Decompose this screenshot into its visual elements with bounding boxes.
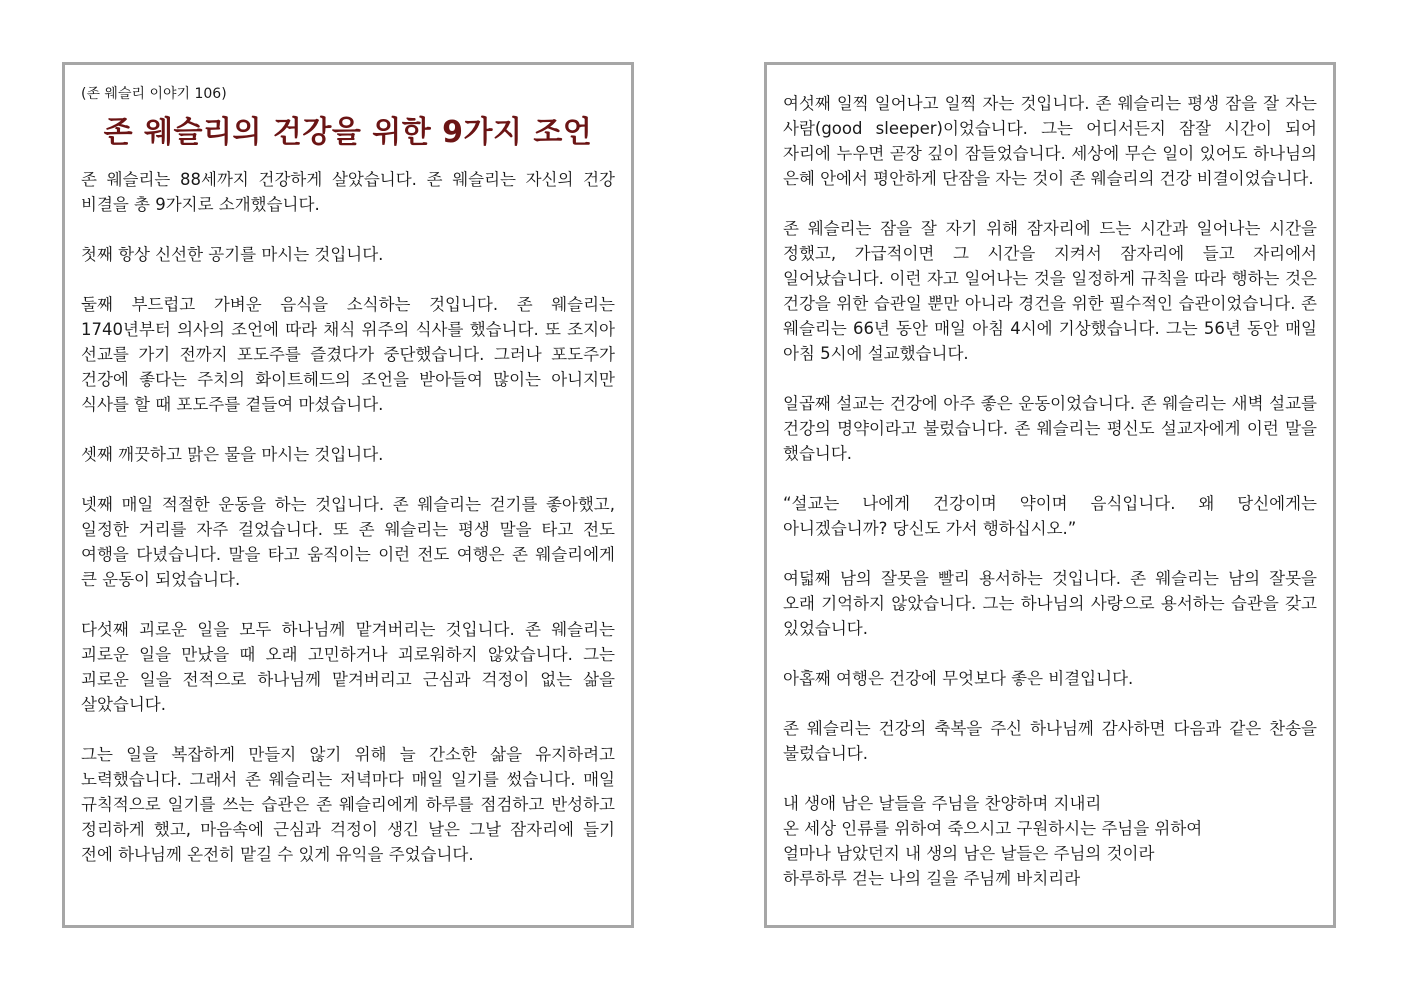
left-page: [62, 62, 634, 928]
hymn-line: 내 생애 남은 날들을 주님을 찬양하며 지내리: [783, 794, 1102, 813]
paragraph-second-advice: 둘째 부드럽고 가벼운 음식을 소식하는 것입니다. 존 웨슬리는 1740년부터 의사의 조언에 따라 채식 위주의 식사를 했습니다. 또 조지아 선교를 가기 전까지 포도주를 즐겼다가 중단했습니다. 그러나 포도주가 건강에 좋다는 주치의 화이트헤드의 조언을 받아들여 많이는 아니지만 식사를 할 때 포도주를 곁들여 마셨습니다.: [81, 295, 615, 414]
paragraph-hymn-intro: 존 웨슬리는 건강의 축복을 주신 하나님께 감사하면 다음과 같은 찬송을 불렀습니다.: [783, 719, 1317, 763]
left-page-content: [81, 83, 615, 867]
paragraph-eighth-advice: 여덟째 남의 잘못을 빨리 용서하는 것입니다. 존 웨슬리는 남의 잘못을 오래 기억하지 않았습니다. 그는 하나님의 사랑으로 용서하는 습관을 갖고 있었습니다.: [783, 569, 1317, 638]
paragraph-first-advice: 첫째 항상 신선한 공기를 마시는 것입니다.: [81, 245, 384, 264]
paragraph-sixth-advice: 여섯째 일찍 일어나고 일찍 자는 것입니다. 존 웨슬리는 평생 잠을 잘 자는 사람(good sleeper)이었습니다. 그는 어디서든지 잠잘 시간이 되어 자리에 누우면 곧장 깊이 잠들었습니다. 세상에 무슨 일이 있어도 하나님의 은혜 안에서 평안하게 단잠을 자는 것이 존 웨슬리의 건강 비결이었습니다.: [783, 94, 1317, 188]
paragraph-ninth-advice: 아홉째 여행은 건강에 무엇보다 좋은 비결입니다.: [783, 669, 1134, 688]
page-title: 존 웨슬리의 건강을 위한 9가지 조언: [103, 115, 593, 150]
hymn-lyrics: [783, 791, 1317, 891]
paragraph-simple-life: 그는 일을 복잡하게 만들지 않기 위해 늘 간소한 삶을 유지하려고 노력했습니다. 그래서 존 웨슬리는 저녁마다 매일 일기를 썼습니다. 매일 규칙적으로 일기를 쓰는 습관은 존 웨슬리에게 하루를 점검하고 반성하고 정리하게 했고, 마음속에 근심과 걱정이 생긴 날은 그날 잠자리에 들기 전에 하나님께 온전히 맡길 수 있게 유익을 주었습니다.: [81, 745, 615, 864]
right-page-content: [783, 91, 1317, 891]
series-tag: (존 웨슬리 이야기 106): [81, 86, 227, 102]
hymn-line: 온 세상 인류를 위하여 죽으시고 구원하시는 주님을 위하여: [783, 819, 1203, 838]
paragraph-intro: 존 웨슬리는 88세까지 건강하게 살았습니다. 존 웨슬리는 자신의 건강 비결을 총 9가지로 소개했습니다.: [81, 170, 615, 214]
hymn-line: 얼마나 남았던지 내 생의 남은 날들은 주님의 것이라: [783, 844, 1155, 863]
paragraph-fifth-advice: 다섯째 괴로운 일을 모두 하나님께 맡겨버리는 것입니다. 존 웨슬리는 괴로운 일을 만났을 때 오래 고민하거나 괴로워하지 않았습니다. 그는 괴로운 일을 전적으로 하나님께 맡겨버리고 근심과 걱정이 없는 삶을 살았습니다.: [81, 620, 615, 714]
paragraph-seventh-advice: 일곱째 설교는 건강에 아주 좋은 운동이었습니다. 존 웨슬리는 새벽 설교를 건강의 명약이라고 불렀습니다. 존 웨슬리는 평신도 설교자에게 이런 말을 했습니다.: [783, 394, 1317, 463]
paragraph-quote: “설교는 나에게 건강이며 약이며 음식입니다. 왜 당신에게는 아니겠습니까? 당신도 가서 행하십시오.”: [783, 494, 1317, 538]
paragraph-sleep-habit: 존 웨슬리는 잠을 잘 자기 위해 잠자리에 드는 시간과 일어나는 시간을 정했고, 가급적이면 그 시간을 지켜서 잠자리에 들고 자리에서 일어났습니다. 이런 자고 일어나는 것을 일정하게 규칙을 따라 행하는 것은 건강을 위한 습관일 뿐만 아니라 경건을 위한 필수적인 습관이었습니다. 존 웨슬리는 66년 동안 매일 아침 4시에 기상했습니다. 그는 56년 동안 매일 아침 5시에 설교했습니다.: [783, 219, 1317, 363]
paragraph-fourth-advice: 넷째 매일 적절한 운동을 하는 것입니다. 존 웨슬리는 걷기를 좋아했고, 일정한 거리를 자주 걸었습니다. 또 존 웨슬리는 평생 말을 타고 전도 여행을 다녔습니다. 말을 타고 움직이는 이런 전도 여행은 존 웨슬리에게 큰 운동이 되었습니다.: [81, 495, 615, 589]
paragraph-third-advice: 셋째 깨끗하고 맑은 물을 마시는 것입니다.: [81, 445, 384, 464]
right-page: [764, 62, 1336, 928]
hymn-line: 하루하루 걷는 나의 길을 주님께 바치리라: [783, 869, 1081, 888]
